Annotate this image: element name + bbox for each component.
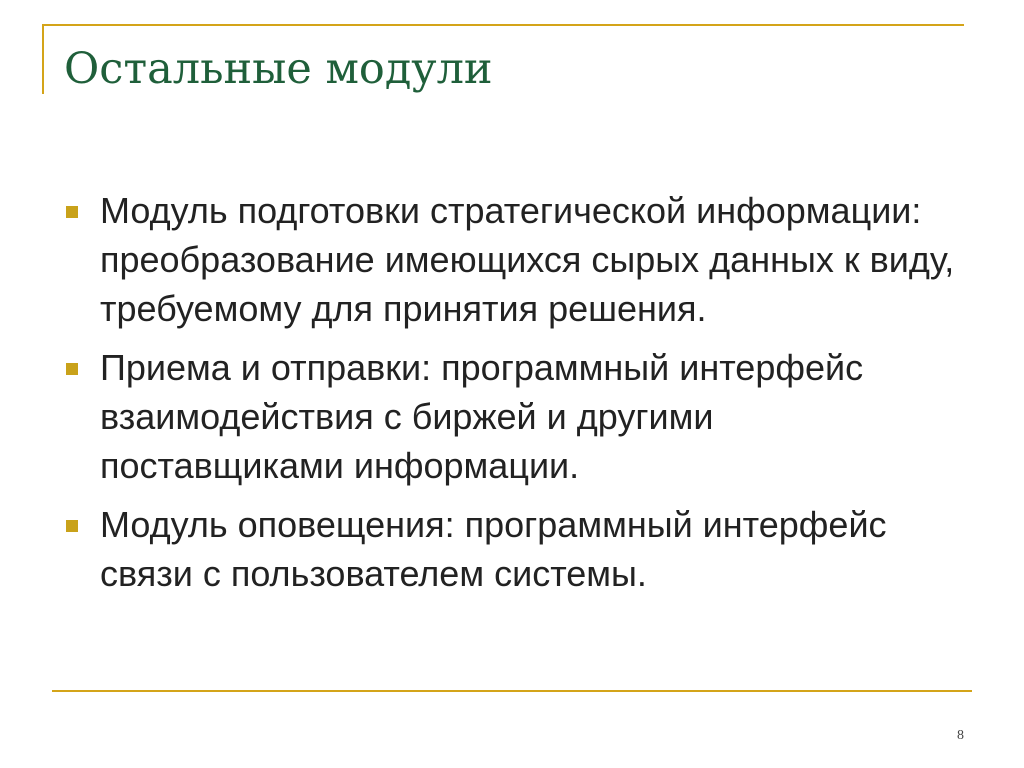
square-bullet-icon [66,206,78,218]
bullet-text: Модуль подготовки стратегической информации: преобразование имеющихся сырых данных к виду, требуемому для принятия решения. [100,190,955,329]
page-number: 8 [957,728,964,743]
slide-title: Остальные модули [64,44,493,94]
bullet-text: Модуль оповещения: программный интерфейс связи с пользователем системы. [100,504,887,594]
bullet-text: Приема и отправки: программный интерфейс взаимодействия с биржей и другими поставщиками информации. [100,347,864,486]
left-divider [42,24,44,94]
bullet-item [66,186,966,333]
bullet-item [66,500,966,598]
square-bullet-icon [66,363,78,375]
bullet-list [66,186,966,608]
top-divider [42,24,964,26]
bottom-divider [52,690,972,692]
bullet-item [66,343,966,490]
square-bullet-icon [66,520,78,532]
